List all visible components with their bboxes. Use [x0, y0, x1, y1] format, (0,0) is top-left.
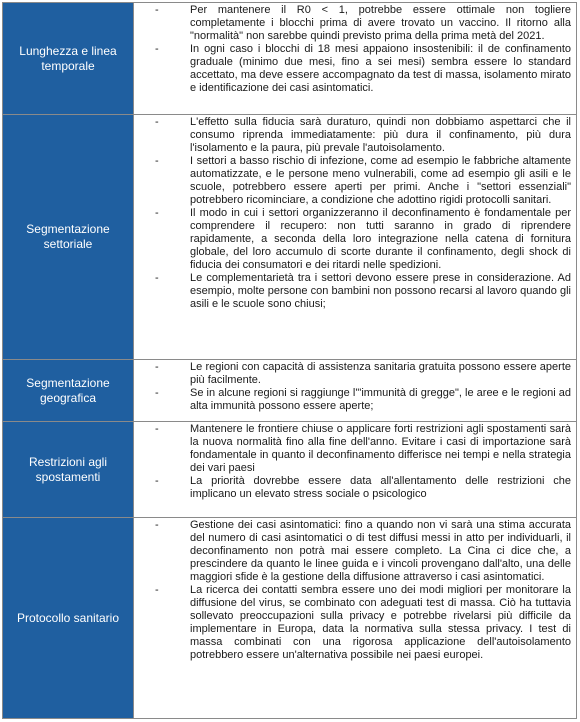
bullet-list: [134, 116, 571, 311]
dash-bullet-icon: -: [155, 272, 159, 284]
list-item: [134, 43, 571, 95]
row-content-cell: [134, 360, 577, 422]
list-item: [134, 155, 571, 207]
bullet-list: [134, 4, 571, 95]
list-item: [134, 272, 571, 311]
list-item-text: In ogni caso i blocchi di 18 mesi appaiono insostenibili: il de confinamento graduale (minimo due mesi, fino a sei mesi) sembra essere lo standard accettato, ma deve essere accompagnato da test di massa, isolamento mirato e identificazione dei casi asintomatici.: [190, 43, 571, 94]
list-item: [134, 519, 571, 584]
list-item-text: Le regioni con capacità di assistenza sanitaria gratuita possono essere aperte più facilmente.: [190, 361, 571, 386]
dash-bullet-icon: -: [155, 423, 159, 435]
row-content-cell: [134, 422, 577, 518]
dash-bullet-icon: -: [155, 207, 159, 219]
list-item: [134, 387, 571, 413]
dash-bullet-icon: -: [155, 584, 159, 596]
list-item: [134, 207, 571, 272]
dash-bullet-icon: -: [155, 4, 159, 16]
bullet-list: [134, 361, 571, 413]
bullet-list: [134, 519, 571, 662]
dash-bullet-icon: -: [155, 43, 159, 55]
list-item-text: L'effetto sulla fiducia sarà duraturo, quindi non dobbiamo aspettarci che il consumo riprenda immediatamente: più dura il confinamento, più dura l'isolamento e la paura, più prevale l'autoisolamento.: [190, 116, 571, 154]
table-body: [3, 3, 577, 719]
list-item: [134, 116, 571, 155]
row-category-label: Segmentazione geografica: [3, 360, 134, 422]
list-item: [134, 423, 571, 475]
table-row: [3, 518, 577, 719]
dash-bullet-icon: -: [155, 155, 159, 167]
dash-bullet-icon: -: [155, 116, 159, 128]
row-content-cell: [134, 518, 577, 719]
table-row: [3, 422, 577, 518]
dash-bullet-icon: -: [155, 475, 159, 487]
list-item-text: I settori a basso rischio di infezione, come ad esempio le fabbriche altamente automatizzate, e le persone meno vulnerabili, come ad esempio gli asili e le scuole, potrebbero essere aperti per primi. Anche i "settori essenziali" potrebbero ricominciare, a condizione che adottino rigidi protocolli sanitari.: [190, 155, 571, 206]
list-item: [134, 361, 571, 387]
row-category-label: Segmentazione settoriale: [3, 115, 134, 360]
table-row: [3, 360, 577, 422]
list-item: [134, 584, 571, 662]
list-item-text: Il modo in cui i settori organizzeranno il deconfinamento è fondamentale per comprendere il recupero: non tutti saranno in grado di riprendere rapidamente, a seconda della loro integrazione nella catena di fornitura globale, del loro accumulo di scorte durante il confinamento, degli shock di fiducia dei consumatori e dei ritardi nelle spedizioni.: [190, 207, 571, 271]
table-row: [3, 115, 577, 360]
list-item-text: La priorità dovrebbe essere data all'allentamento delle restrizioni che implicano un elevato stress sociale o psicologico: [190, 475, 571, 500]
bullet-list: [134, 423, 571, 501]
list-item: [134, 4, 571, 43]
row-category-label: Restrizioni agli spostamenti: [3, 422, 134, 518]
policy-table: [2, 2, 577, 719]
row-category-label: Protocollo sanitario: [3, 518, 134, 719]
list-item: [134, 475, 571, 501]
row-content-cell: [134, 115, 577, 360]
dash-bullet-icon: -: [155, 387, 159, 399]
table-row: [3, 3, 577, 115]
list-item-text: Le complementarietà tra i settori devono essere prese in considerazione. Ad esempio, molte persone con bambini non possono recarsi al lavoro quando gli asili e le scuole sono chiusi;: [190, 272, 571, 310]
row-content-cell: [134, 3, 577, 115]
list-item-text: Mantenere le frontiere chiuse o applicare forti restrizioni agli spostamenti sarà la nuova normalità fino alla fine dell'anno. Evitare i casi di importazione sarà fondamentale in quanto il deconfinamento differisce nei tempi e nella strategia dei vari paesi: [190, 423, 571, 474]
dash-bullet-icon: -: [155, 361, 159, 373]
list-item-text: Gestione dei casi asintomatici: fino a quando non vi sarà una stima accurata del numero di casi asintomatici o di test diffusi messi in atto per individuarli, il deconfinamento non potrà mai essere completo. La Cina ci dice che, a prescindere da quanto le linee guida e i vincoli provengano dall'alto, una delle maggiori sfide è la gestione della diffusione attraverso i casi asintomatici.: [190, 519, 571, 583]
list-item-text: Se in alcune regioni si raggiunge l'"immunità di gregge", le aree e le regioni ad alta immunità possono essere aperte;: [190, 387, 571, 412]
list-item-text: La ricerca dei contatti sembra essere uno dei modi migliori per monitorare la diffusione del virus, se combinato con adeguati test di massa. Ciò ha tuttavia sollevato preoccupazioni sulla privacy e potrebbe rivelarsi più difficile da implementare in Europa, data la normativa sulla stessa privacy. I test di massa combinati con una rigorosa applicazione dell'autoisolamento potrebbero essere un'alternativa possibile nei paesi europei.: [190, 584, 571, 661]
list-item-text: Per mantenere il R0 < 1, potrebbe essere ottimale non togliere completamente i blocchi prima di avere trovato un vaccino. Il ritorno alla "normalità" non sarebbe quindi previsto prima della prima metà del 2021.: [190, 4, 571, 42]
row-category-label: Lunghezza e linea temporale: [3, 3, 134, 115]
dash-bullet-icon: -: [155, 519, 159, 531]
